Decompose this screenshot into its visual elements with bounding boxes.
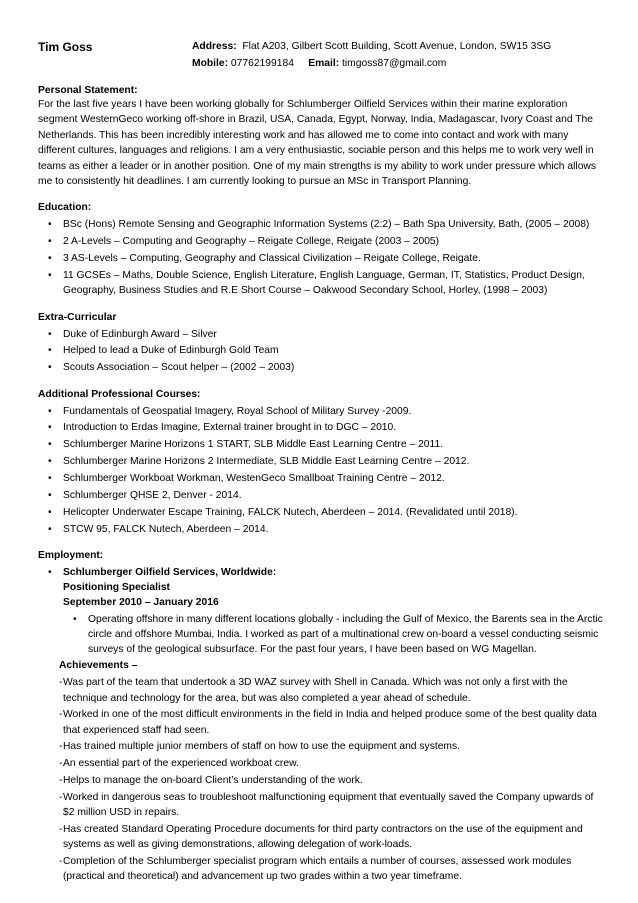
list-item: • Scouts Association – Scout helper – (2002 – 2003) xyxy=(38,360,604,375)
list-item: • STCW 95, FALCK Nutech, Aberdeen – 2014. xyxy=(38,522,604,537)
list-item: • 11 GCSEs – Maths, Double Science, English Literature, English Language, German, IT, Statistics, Product Design, Geography, Business Studies and R.E Short Course – Oakwood Secondary School, Horley, (1998 – 2003) xyxy=(48,270,585,297)
list-item: - Has trained multiple junior members of staff on how to use the equipment and systems. xyxy=(38,739,604,754)
list-item: • Schlumberger Workboat Workman, WestenGeco Smallboat Training Centre – 2012. xyxy=(38,471,604,486)
list-item: - Completion of the Schlumberger specialist program which entails a number of courses, assessed work modules (practical and theoretical) and advancement up two grades within a two year timeframe. xyxy=(38,854,604,884)
bullet-icon: • xyxy=(48,439,52,451)
mobile-value: 07762199184 xyxy=(230,58,294,69)
bullet-icon: • xyxy=(48,362,52,374)
list-item: - Has created Standard Operating Procedure documents for third party contractors on the use of the equipment and systems as well as giving demonstrations, allowing delegation of work-loads. xyxy=(38,822,604,852)
resume-header xyxy=(38,40,604,76)
mobile-label: Mobile: xyxy=(192,58,229,69)
bullet-icon: • xyxy=(48,473,52,485)
list-item: - An essential part of the experienced workboat crew. xyxy=(38,756,604,771)
personal-statement-section xyxy=(38,84,604,189)
employment-entry xyxy=(38,565,604,884)
address-label: Address: xyxy=(192,41,237,52)
employer-heading xyxy=(38,565,604,611)
list-item: • Helicopter Underwater Escape Training, FALCK Nutech, Aberdeen – 2014. (Revalidated until 2018). xyxy=(38,505,604,520)
list-item: • Introduction to Erdas Imagine, External trainer brought in to DGC – 2010. xyxy=(38,420,604,435)
bullet-icon: • xyxy=(48,456,52,468)
list-item: - Was part of the team that undertook a 3D WAZ survey with Shell in Canada. Which was not only a first with the technique and technology for the area, but was also completed a year ahead of schedule. xyxy=(38,675,604,705)
dash-icon: - xyxy=(59,774,63,786)
list-item: • Helped to lead a Duke of Edinburgh Gold Team xyxy=(38,343,604,358)
company-name: Schlumberger Oilfield Services, Worldwide: xyxy=(63,566,277,578)
dash-icon: - xyxy=(59,823,63,835)
list-item: • Fundamentals of Geospatial Imagery, Royal School of Military Survey -2009. xyxy=(38,404,604,419)
list-item: • BSc (Hons) Remote Sensing and Geographic Information Systems (2:2) – Bath Spa University, Bath, (2005 – 2008) xyxy=(38,217,604,232)
bullet-icon: • xyxy=(48,253,52,265)
list-item: • Schlumberger Marine Horizons 1 START, SLB Middle East Learning Centre – 2011. xyxy=(38,437,604,452)
list-item: - Worked in dangerous seas to troubleshoot malfunctioning equipment that eventually saved the Company upwards of $2 million USD in repairs. xyxy=(38,790,604,820)
achievements-list xyxy=(38,675,604,884)
dash-icon: - xyxy=(59,855,63,867)
email-value: timgoss87@gmail.com xyxy=(342,58,447,69)
dash-icon: - xyxy=(59,791,63,803)
dash-icon: - xyxy=(59,677,63,689)
personal-statement-text: For the last five years I have been working globally for Schlumberger Oilfield Services within their marine exploration segment WesternGeco working off-shore in Brazil, USA, Canada, Egypt, Norway, India, Madagascar, Ivory Coast and The Netherlands. This has been incredibly interesting work and has allowed me to come into contact and work with many different cultures, languages and religions. I am a very enthusiastic, sociable person and this helps me to work very well in teams as either a leader or in another position. One of my main strengths is my ability to work under pressure which allows me to consistently hit deadlines. I am currently looking to pursue an MSc in Transport Planning. xyxy=(38,99,597,188)
additional-courses-section xyxy=(38,388,604,537)
employment-dates: September 2010 – January 2016 xyxy=(63,597,219,609)
education-section xyxy=(38,201,604,298)
bullet-icon: • xyxy=(73,613,77,625)
bullet-icon: • xyxy=(48,506,52,518)
extra-curricular-section xyxy=(38,311,604,376)
bullet-icon: • xyxy=(48,566,52,578)
resume-page xyxy=(38,40,604,886)
dash-icon: - xyxy=(59,741,63,753)
email-label: Email: xyxy=(308,58,340,69)
bullet-icon: • xyxy=(48,422,52,434)
list-item: - Helps to manage the on-board Client’s understanding of the work. xyxy=(38,773,604,788)
address-line xyxy=(192,41,551,52)
position-title: Positioning Specialist xyxy=(63,582,170,594)
education-list xyxy=(38,217,604,298)
bullet-icon: • xyxy=(48,405,52,417)
job-description-list xyxy=(63,612,604,658)
dash-icon: - xyxy=(59,758,63,770)
contact-line xyxy=(192,58,446,69)
bullet-icon: • xyxy=(48,489,52,501)
achievements-title: Achievements – xyxy=(59,660,138,672)
courses-list xyxy=(38,404,604,537)
employment-section xyxy=(38,549,604,884)
section-title: Additional Professional Courses: xyxy=(38,388,201,400)
list-item: • 3 AS-Levels – Computing, Geography and Classical Civilization – Reigate College, Reigate. xyxy=(38,251,604,266)
bullet-icon: • xyxy=(48,236,52,248)
bullet-icon: • xyxy=(48,219,52,231)
list-item: • Schlumberger QHSE 2, Denver - 2014. xyxy=(38,488,604,503)
dash-icon: - xyxy=(59,709,63,721)
section-title: Personal Statement: xyxy=(38,85,138,96)
list-item: • Duke of Edinburgh Award – Silver xyxy=(38,327,604,342)
candidate-name: Tim Goss xyxy=(38,40,93,54)
list-item: • Operating offshore in many different locations globally - including the Gulf of Mexico, the Barents sea in the Arctic circle and offshore Mumbai, India. I worked as part of a multinational crew on-board a vessel conducting seismic surveys of the geological subsurface. For the past four years, I have been based on WG Magellan. xyxy=(73,613,603,655)
bullet-icon: • xyxy=(48,270,52,282)
bullet-icon: • xyxy=(48,328,52,340)
bullet-icon: • xyxy=(48,345,52,357)
section-title: Employment: xyxy=(38,549,104,561)
list-item: • 2 A-Levels – Computing and Geography – Reigate College, Reigate (2003 – 2005) xyxy=(38,234,604,249)
section-title: Extra-Curricular xyxy=(38,311,117,323)
section-title: Education: xyxy=(38,202,92,214)
list-item: • Schlumberger Marine Horizons 2 Intermediate, SLB Middle East Learning Centre – 2012. xyxy=(38,454,604,469)
list-item: - Worked in one of the most difficult environments in the field in India and helped produce some of the best quality data that experienced staff had seen. xyxy=(38,707,604,737)
bullet-icon: • xyxy=(48,523,52,535)
extra-curricular-list xyxy=(38,327,604,376)
address-value: Flat A203, Gilbert Scott Building, Scott Avenue, London, SW15 3SG xyxy=(242,41,552,52)
